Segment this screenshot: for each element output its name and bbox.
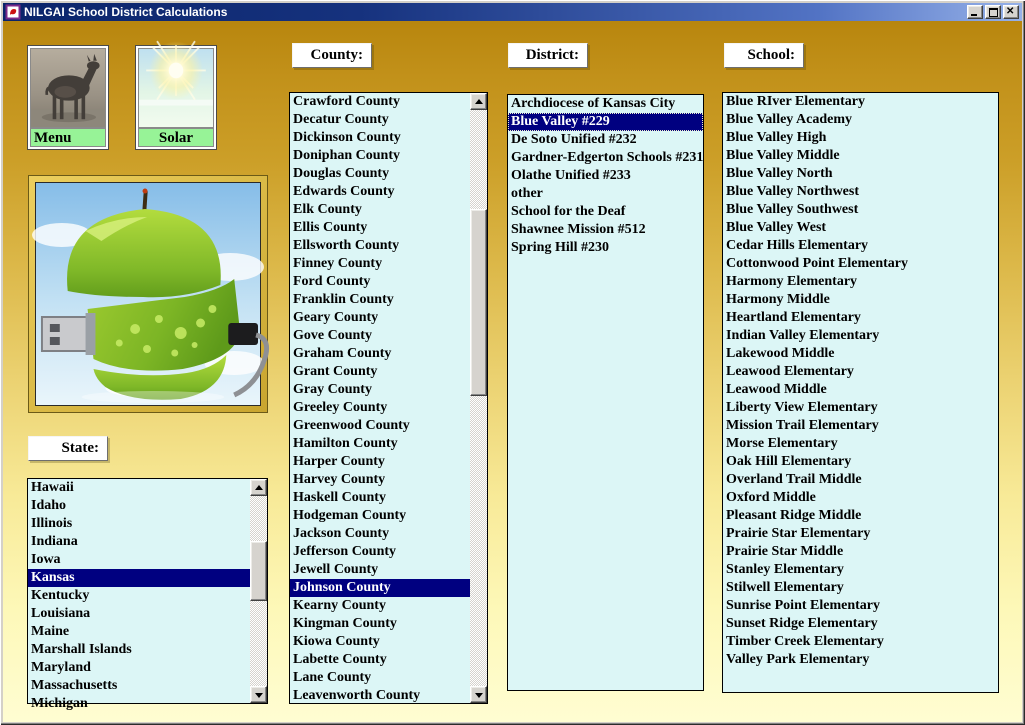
list-item[interactable]: Ellsworth County [293,238,400,253]
list-item[interactable]: Blue Valley West [726,220,827,235]
school-label: School: [724,43,804,68]
list-item[interactable]: Kansas [28,569,250,587]
scrollbar-thumb[interactable] [470,209,487,396]
titlebar [3,3,1022,21]
list-item[interactable]: Michigan [31,696,88,711]
list-item[interactable]: Graham County [293,346,392,361]
list-item[interactable]: Oxford Middle [726,490,816,505]
solar-button-label: Solar [138,128,214,147]
minimize-icon [971,14,977,16]
district-label: District: [508,43,588,68]
menu-button[interactable] [27,45,109,150]
list-item[interactable]: Jewell County [293,562,379,577]
scrollbar-thumb[interactable] [250,541,267,601]
nilgai-image-icon [30,48,106,128]
close-icon: ✕ [1006,6,1015,17]
list-item[interactable]: Hodgeman County [293,508,407,523]
arrow-up-icon [255,485,263,490]
list-item[interactable]: Pleasant Ridge Middle [726,508,862,523]
list-item[interactable]: Illinois [31,516,73,531]
list-item[interactable]: Blue Valley North [726,166,833,181]
client-area [3,21,1022,722]
list-item[interactable]: Heartland Elementary [726,310,861,325]
maximize-icon [989,8,998,17]
list-item[interactable]: Liberty View Elementary [726,400,878,415]
list-item[interactable]: Hawaii [31,480,74,495]
list-item[interactable]: Doniphan County [293,148,400,163]
list-item[interactable]: Sunrise Point Elementary [726,598,880,613]
list-item[interactable]: Iowa [31,552,61,567]
list-item[interactable]: De Soto Unified #232 [511,132,637,147]
list-item[interactable]: Stanley Elementary [726,562,844,577]
list-item[interactable]: Idaho [31,498,67,513]
list-item[interactable]: Hamilton County [293,436,398,451]
list-item[interactable]: Morse Elementary [726,436,838,451]
list-item[interactable]: Mission Trail Elementary [726,418,879,433]
list-item[interactable]: Elk County [293,202,362,217]
list-item[interactable]: Maryland [31,660,91,675]
list-item[interactable]: Overland Trail Middle [726,472,862,487]
list-item[interactable]: Jefferson County [293,544,397,559]
list-item[interactable]: Olathe Unified #233 [511,168,631,183]
list-item[interactable]: Dickinson County [293,130,401,145]
list-item[interactable]: Valley Park Elementary [726,652,870,667]
list-item[interactable]: Johnson County [290,579,470,597]
list-item[interactable]: Indian Valley Elementary [726,328,880,343]
list-item[interactable]: Ford County [293,274,371,289]
list-item[interactable]: Blue Valley Northwest [726,184,859,199]
list-item[interactable]: Leawood Middle [726,382,827,397]
sun-image-icon [138,48,214,128]
list-item[interactable]: Cedar Hills Elementary [726,238,869,253]
list-item[interactable]: Douglas County [293,166,390,181]
list-item[interactable]: Greenwood County [293,418,410,433]
list-item[interactable]: Haskell County [293,490,386,505]
list-item[interactable]: Cottonwood Point Elementary [726,256,908,271]
list-item[interactable]: Lane County [293,670,372,685]
list-item[interactable]: Gray County [293,382,372,397]
usb-apple-image-inner [35,182,261,406]
list-item[interactable]: Blue Valley Southwest [726,202,859,217]
list-item[interactable]: Kentucky [31,588,90,603]
list-item[interactable]: Finney County [293,256,383,271]
scroll-down-button[interactable] [250,686,267,703]
state-label: State: [28,436,108,461]
list-item[interactable]: Kingman County [293,616,397,631]
list-item[interactable]: Indiana [31,534,78,549]
list-item[interactable]: Greeley County [293,400,388,415]
school-listbox [722,92,999,693]
list-item[interactable]: Grant County [293,364,378,379]
list-item[interactable]: Blue Valley Middle [726,148,840,163]
close-button[interactable] [1003,5,1019,19]
list-item[interactable]: Gardner-Edgerton Schools #231 [511,150,704,165]
list-item[interactable]: Harmony Middle [726,292,830,307]
list-item[interactable]: Massachusetts [31,678,118,693]
list-item[interactable]: Blue Valley High [726,130,827,145]
list-item[interactable]: Franklin County [293,292,394,307]
list-item[interactable]: Archdiocese of Kansas City [511,96,676,111]
list-item[interactable]: Decatur County [293,112,389,127]
list-item[interactable]: Prairie Star Elementary [726,526,871,541]
scroll-up-button[interactable] [250,479,267,496]
list-item[interactable]: Blue Valley #229 [508,113,703,131]
state-list [28,479,250,711]
list-item[interactable]: Harvey County [293,472,386,487]
maximize-button[interactable] [985,5,1001,19]
list-item[interactable]: Lakewood Middle [726,346,835,361]
list-item[interactable]: Oak Hill Elementary [726,454,852,469]
minimize-button[interactable] [967,5,983,19]
arrow-down-icon [475,693,483,698]
list-item[interactable]: School for the Deaf [511,204,626,219]
arrow-up-icon [475,99,483,104]
list-item[interactable]: Gove County [293,328,372,343]
list-item[interactable]: Geary County [293,310,379,325]
list-item[interactable]: Harmony Elementary [726,274,858,289]
list-item[interactable]: Blue Valley Academy [726,112,853,127]
list-item[interactable]: other [511,186,543,201]
menu-button-label: Menu [30,128,106,147]
list-item[interactable]: Sunset Ridge Elementary [726,616,878,631]
list-item[interactable]: Stilwell Elementary [726,580,844,595]
arrow-down-icon [255,693,263,698]
list-item[interactable]: Jackson County [293,526,390,541]
app-icon [6,5,20,19]
scroll-down-button[interactable] [470,686,487,703]
scroll-up-button[interactable] [470,93,487,110]
list-item[interactable]: Timber Creek Elementary [726,634,884,649]
county-list [290,93,470,703]
list-item[interactable]: Marshall Islands [31,642,132,657]
list-item[interactable]: Leavenworth County [293,688,421,703]
list-item[interactable]: Blue RIver Elementary [726,94,865,109]
list-item[interactable]: Harper County [293,454,385,469]
list-item[interactable]: Crawford County [293,94,400,109]
district-listbox [507,94,704,691]
window-controls [967,5,1019,19]
list-item[interactable]: Shawnee Mission #512 [511,222,646,237]
state-listbox [27,478,268,711]
list-item[interactable]: Prairie Star Middle [726,544,844,559]
list-item[interactable]: Kearny County [293,598,386,613]
list-item[interactable]: Kiowa County [293,634,380,649]
solar-button[interactable] [135,45,217,150]
list-item[interactable]: Louisiana [31,606,91,621]
list-item[interactable]: Labette County [293,652,387,667]
district-list [508,95,703,690]
list-item[interactable]: Ellis County [293,220,368,235]
school-list [723,93,998,692]
list-item[interactable]: Spring Hill #230 [511,240,610,255]
list-item[interactable]: Edwards County [293,184,395,199]
window-title: NILGAI School District Calculations [24,5,228,19]
county-label: County: [292,43,372,68]
list-item[interactable]: Leawood Elementary [726,364,854,379]
list-item[interactable]: Maine [31,624,70,639]
county-listbox [289,92,488,704]
county-scrollbar[interactable] [470,93,487,703]
state-scrollbar[interactable] [250,479,267,703]
usb-apple-image [28,175,268,413]
